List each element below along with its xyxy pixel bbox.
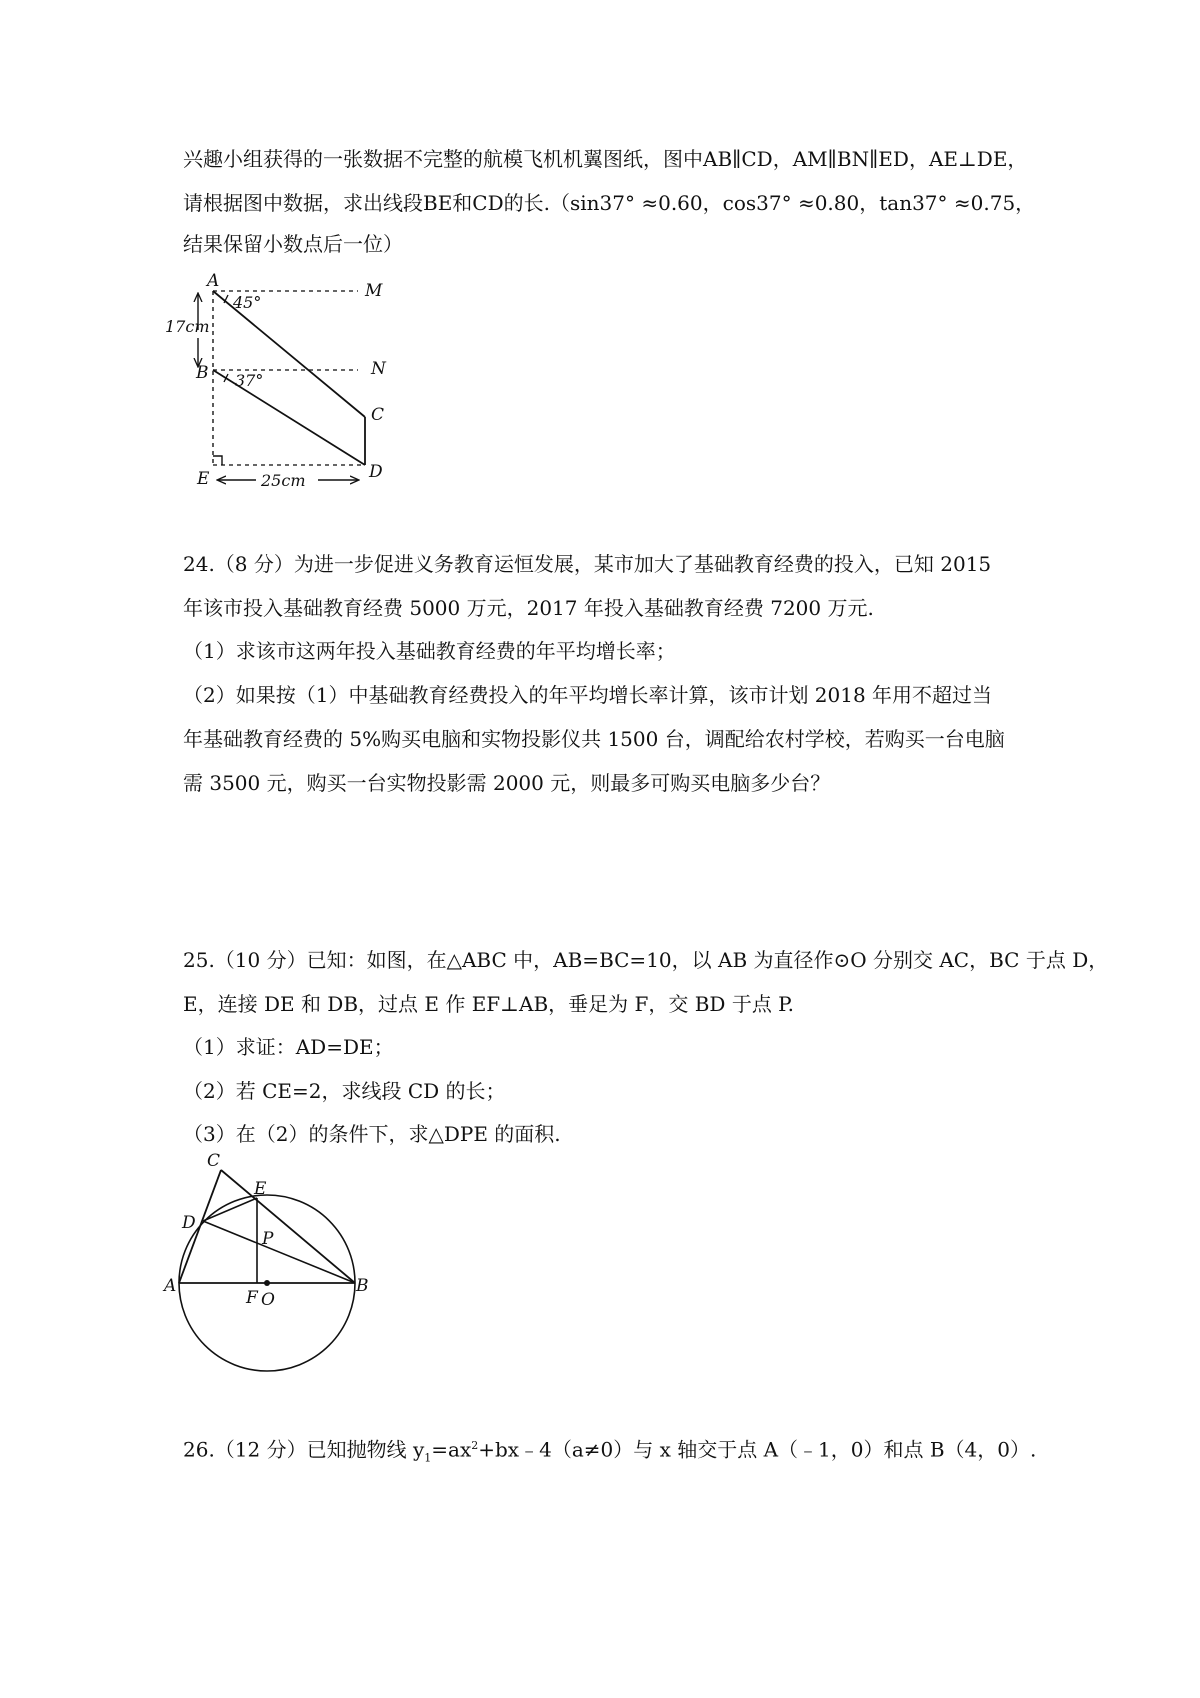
wing-figure: [160, 270, 400, 510]
q24-line-2: 年该市投入基础教育经费 5000 万元，2017 年投入基础教育经费 7200 万元.: [183, 596, 874, 620]
q26-rest: +bx﹣4（a≠0）与 x 轴交于点 A（﹣1，0）和点 B（4，0）.: [478, 1437, 1037, 1462]
segment-db: [203, 1221, 355, 1283]
q24-line-5: 年基础教育经费的 5%购买电脑和实物投影仪共 1500 台，调配给农村学校，若购买一台电脑: [183, 727, 1005, 751]
q25-line-3: （1）求证：AD=DE；: [183, 1035, 394, 1059]
label-e: E: [254, 1179, 267, 1199]
label-p: P: [262, 1229, 274, 1249]
q25-line-5: （3）在（2）的条件下，求△DPE 的面积.: [183, 1122, 561, 1146]
q26-line-1: [183, 1432, 1036, 1473]
q26-superscript: 2: [471, 1439, 479, 1452]
label-o: O: [261, 1290, 275, 1310]
q24-line-3: （1）求该市这两年投入基础教育经费的年平均增长率；: [183, 639, 676, 663]
segment-de: [203, 1198, 257, 1221]
label-c: C: [207, 1151, 221, 1171]
label-b: B: [196, 363, 209, 383]
label-m: M: [365, 281, 383, 301]
label-e: E: [197, 469, 210, 489]
q25-line-2: E，连接 DE 和 DB，过点 E 作 EF⊥AB，垂足为 F，交 BD 于点 P.: [183, 992, 794, 1016]
q24-line-6: 需 3500 元，购买一台实物投影需 2000 元，则最多可购买电脑多少台？: [183, 771, 831, 795]
q25-line-4: （2）若 CE=2，求线段 CD 的长；: [183, 1079, 506, 1103]
q24-line-1: 24.（8 分）为进一步促进义务教育运恒发展，某市加大了基础教育经费的投入，已知 2015: [183, 552, 992, 576]
q26-subscript: 1: [424, 1451, 432, 1465]
right-angle-mark: [213, 456, 222, 465]
label-c: C: [371, 405, 385, 425]
label-a: A: [164, 1276, 177, 1296]
label-d: D: [182, 1213, 196, 1233]
label-d: D: [369, 462, 383, 482]
label-a: A: [207, 271, 220, 291]
q26-equation: =ax: [431, 1437, 472, 1462]
center-dot: [264, 1280, 270, 1286]
label-f: F: [246, 1288, 258, 1308]
q23-line-1: 兴趣小组获得的一张数据不完整的航模飞机机翼图纸，图中AB∥CD，AM∥BN∥ED，AE⊥DE，: [183, 147, 1028, 171]
circle-figure: [160, 1150, 390, 1380]
label-n: N: [371, 359, 386, 379]
q24-line-4: （2）如果按（1）中基础教育经费投入的年平均增长率计算，该市计划 2018 年用不超过当: [183, 683, 993, 707]
label-b: B: [356, 1276, 369, 1296]
angle-b-label: 37°: [235, 371, 264, 390]
q23-line-3: 结果保留小数点后一位）: [183, 232, 403, 256]
vertical-length-label: 17cm: [165, 317, 210, 336]
q25-line-1: 25.（10 分）已知：如图，在△ABC 中，AB=BC=10，以 AB 为直径作⊙O 分别交 AC，BC 于点 D，: [183, 948, 1109, 972]
horizontal-length-label: 25cm: [261, 471, 306, 490]
q23-line-2: 请根据图中数据，求出线段BE和CD的长.（sin37° ≈0.60，cos37° ≈0.80，tan37° ≈0.75，: [183, 191, 1036, 215]
q26-prefix: 26.（12 分）已知抛物线 y: [183, 1437, 425, 1462]
angle-a-label: 45°: [233, 293, 262, 312]
